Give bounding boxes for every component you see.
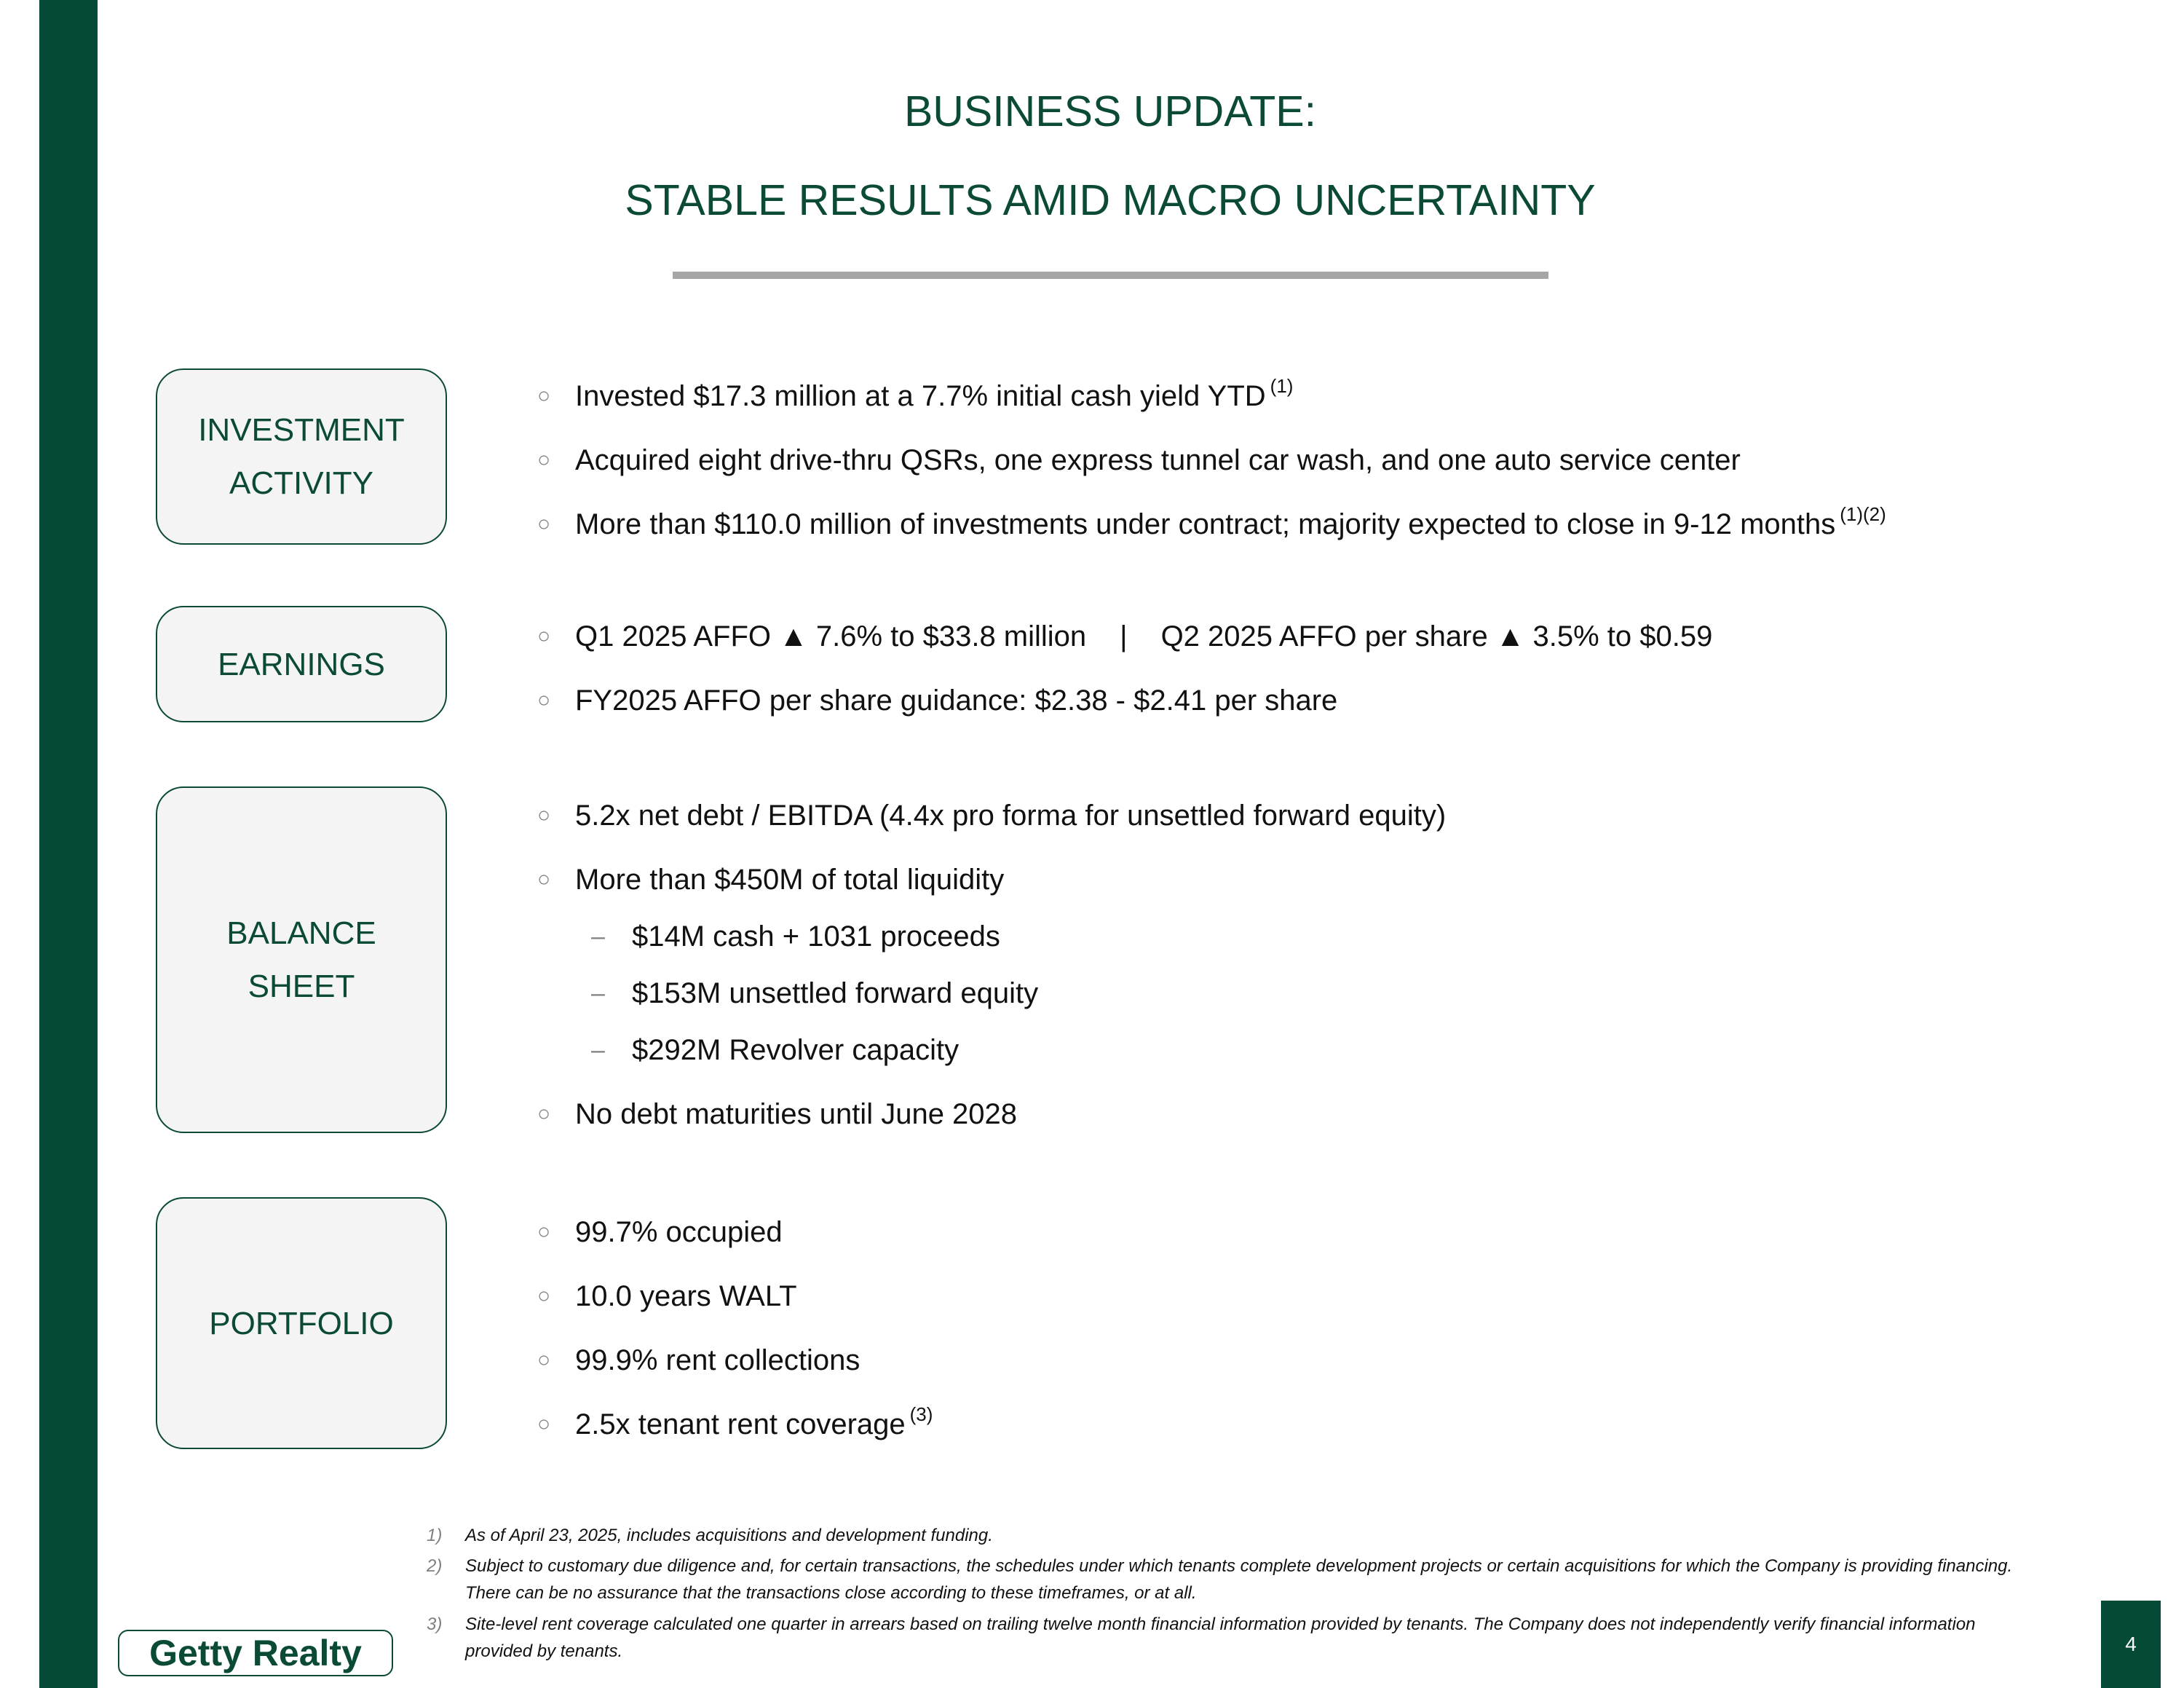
left-accent-bar [39,0,98,1688]
page-title-line-2: STABLE RESULTS AMID MACRO UNCERTAINTY [625,176,1596,224]
portfolio-bullet-4: ○ 2.5x tenant rent coverage $^{(3)}$ [537,1403,933,1446]
dash-bullet-icon: – [591,979,605,1007]
earnings-bullet-1: ○ Q1 2025 AFFO ▲ 7.6% to $33.8 million | Q2 2025 AFFO per share ▲ 3.5% to $0.59 [537,615,1712,658]
category-label-line: ACTIVITY [229,465,373,501]
footnote-ref: (3) [909,1403,933,1425]
footnote-2: 2) Subject to customary due diligence and, for certain transactions, the schedules under which tenants complete development projects or certain acquisitions for which the Company is providing financing. There can be no assurance that the transactions close according to these timeframes, or at all. [427,1556,2013,1603]
balance-bullet-2: ○ More than $450M of total liquidity [537,858,1004,902]
circle-bullet-icon: ○ [537,1348,551,1372]
category-label: PORTFOLIO [209,1305,394,1341]
dash-bullet-icon: – [591,923,605,950]
category-label: EARNINGS [218,646,385,682]
earnings-bullet-2: ○ FY2025 AFFO per share guidance: $2.38 - $2.41 per share [537,679,1337,722]
circle-bullet-icon: ○ [537,384,551,408]
circle-bullet-icon: ○ [537,512,551,536]
footnote-ref: (1)(2) [1840,502,1886,525]
category-balance-sheet [156,786,447,1133]
circle-bullet-icon: ○ [537,688,551,712]
dash-bullet-icon: – [591,1036,605,1064]
balance-sub-bullet-3: – $292M Revolver capacity [591,1028,959,1072]
portfolio-bullet-1: ○ 99.7% occupied [537,1210,783,1254]
title-divider [673,272,1548,279]
separator: | [1120,620,1128,652]
circle-bullet-icon: ○ [537,448,551,472]
investment-bullet-3: ○ More than $110.0 million of investments under contract; majority expected to close in 9-12 months $^{(1)(2)}$ [537,502,1886,546]
circle-bullet-icon: ○ [537,624,551,648]
investment-bullet-2: ○ Acquired eight drive-thru QSRs, one express tunnel car wash, and one auto service center [537,438,1741,482]
balance-sub-bullet-1: – $14M cash + 1031 proceeds [591,915,1000,958]
circle-bullet-icon: ○ [537,867,551,891]
circle-bullet-icon: ○ [537,1284,551,1308]
footnote-1: 1) As of April 23, 2025, includes acquisitions and development funding. [427,1526,993,1545]
circle-bullet-icon: ○ [537,803,551,827]
portfolio-bullet-2: ○ 10.0 years WALT [537,1274,797,1318]
portfolio-bullet-3: ○ 99.9% rent collections [537,1338,860,1382]
footnote-3: 3) Site-level rent coverage calculated one quarter in arrears based on trailing twelve month financial information provided by tenants. The Company does not independently verify financial information provided by tenants. [427,1614,1976,1661]
category-label-line: INVESTMENT [198,412,405,448]
page-number: 4 [2101,1601,2161,1688]
circle-bullet-icon: ○ [537,1412,551,1436]
category-label-line: SHEET [248,969,355,1004]
category-earnings [156,606,447,722]
page-title-line-1: BUSINESS UPDATE: [903,87,1317,135]
circle-bullet-icon: ○ [537,1220,551,1244]
category-portfolio [156,1197,447,1449]
balance-bullet-3: ○ No debt maturities until June 2028 [537,1092,1017,1136]
circle-bullet-icon: ○ [537,1102,551,1126]
category-investment-activity [156,368,447,545]
balance-sub-bullet-2: – $153M unsettled forward equity [591,971,1038,1015]
balance-bullet-1: ○ 5.2x net debt / EBITDA (4.4x pro forma for unsettled forward equity) [537,794,1446,837]
footnote-ref: (1) [1270,374,1294,397]
investment-bullet-1: ○ Invested $17.3 million at a 7.7% initial cash yield YTD $^{(1)}$ [537,374,1293,418]
category-label-line: BALANCE [226,915,376,951]
getty-realty-logo: Getty Realty [118,1630,393,1676]
